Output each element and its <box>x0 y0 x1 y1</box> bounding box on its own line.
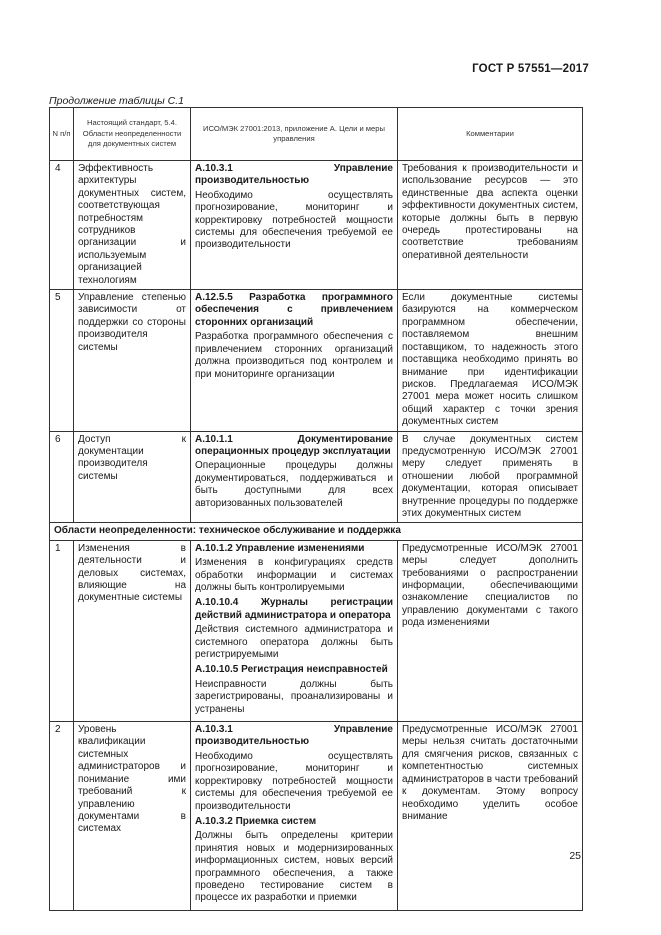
col-header-controls: ИСО/МЭК 27001:2013, приложение А. Цели и меры управления <box>191 108 398 161</box>
table-row <box>50 722 583 911</box>
control-title: А.12.5.5 Разработка программного обеспечения с привлечением сторонних организаций <box>195 292 393 328</box>
document-id: ГОСТ Р 57551—2017 <box>472 63 589 75</box>
row-area: Уровень квалификации системных администраторов и понимание ими требований к управлению документами в системах <box>74 722 191 911</box>
row-area: Изменения в деятельности и деловых системах, влияющие на документные системы <box>74 540 191 721</box>
control-text: Изменения в конфигурациях средств обработки информации и системах должны быть контролируемыми <box>195 557 393 593</box>
row-area: Управление степенью зависимости от поддержки со стороны производителя системы <box>74 290 191 431</box>
control-title: А.10.3.2 Приемка систем <box>195 815 317 827</box>
row-number: 6 <box>50 431 74 523</box>
standards-table <box>49 107 583 911</box>
row-comment: Предусмотренные ИСО/МЭК 27001 меры следует дополнить требованиями о распространении информации, обеспечивающими ознакомление специалистов по управлению документами с такого рода изменениями <box>398 540 583 721</box>
table-row <box>50 290 583 431</box>
row-controls <box>191 722 398 911</box>
row-area: Эффективность архитектуры документных систем, соответствующая потребностям сотрудников организации и используемым организацией технологиям <box>74 161 191 290</box>
row-comment: Требования к производительности и использование ресурсов — это единственные два аспекта оценки эффективности документных систем, которые должны быть в первую очередь протестированы на соответствие требованиям оперативной деятельности <box>398 161 583 290</box>
row-comment: В случае документных систем предусмотренную ИСО/МЭК 27001 меру следует применять в отношении любой программной документации, которая описывает внутренние процедуры по поддержке этих документных систем <box>398 431 583 523</box>
row-controls <box>191 290 398 431</box>
control-text: Должны быть определены критерии принятия новых и модернизированных информационных систем, новых версий программного обеспечения, а также проведено тестирование систем в процессе их разработки и приемки <box>195 830 393 904</box>
row-controls <box>191 431 398 523</box>
row-controls <box>191 161 398 290</box>
row-number: 2 <box>50 722 74 911</box>
control-text: Необходимо осуществлять прогнозирование, мониторинг и корректировку потребностей мощности системы для обеспечения требуемой ее производительности <box>195 750 393 812</box>
table-row <box>50 161 583 290</box>
control-title: А.10.1.2 Управление изменениями <box>195 542 365 554</box>
row-comment: Предусмотренные ИСО/МЭК 27001 меры нельзя считать достаточными для смягчения рисков, связанных с компетентностью системных администраторов в части требований к документам. Этому вопросу необходимо уделить особое внимание <box>398 722 583 911</box>
table-row <box>50 431 583 523</box>
row-number: 4 <box>50 161 74 290</box>
control-title: А.10.3.1 Управление производительностью <box>195 724 393 748</box>
row-number: 1 <box>50 540 74 721</box>
row-number: 5 <box>50 290 74 431</box>
control-title: А.10.10.5 Регистрация неисправностей <box>195 664 388 676</box>
page-number: 25 <box>569 850 581 862</box>
control-text: Необходимо осуществлять прогнозирование, мониторинг и корректировку потребностей мощности системы для обеспечения требуемой ее производительности <box>195 189 393 251</box>
control-text: Неисправности должны быть зарегистрированы, проанализированы и устранены <box>195 678 393 715</box>
table-row <box>50 540 583 721</box>
control-title: А.10.1.1 Документирование операционных процедур эксплуатации <box>195 433 393 457</box>
control-text: Действия системного администратора и системного оператора должны быть регистрируемыми <box>195 624 393 661</box>
table-caption: Продолжение таблицы С.1 <box>49 95 184 107</box>
control-title: А.10.10.4 Журналы регистрации действий администратора и оператора <box>195 597 393 621</box>
control-title: А.10.3.1 Управление производительностью <box>195 163 393 187</box>
row-controls <box>191 540 398 721</box>
row-comment: Если документные системы базируются на коммерческом программном обеспечении, поставляемом внешним поставщиком, то надежность этого поставщика необходимо принять во внимание при идентификации рисков. Предлагаемая ИСО/МЭК 27001 мера может носить слишком общий характер с точки зрения документных систем <box>398 290 583 431</box>
control-text: Разработка программного обеспечения с привлечением сторонних организаций должна производиться под контролем и при мониторинге организации <box>195 331 393 380</box>
col-header-area: Настоящий стандарт, 5.4. Области неопределенности для документных систем <box>74 108 191 161</box>
section-title: Области неопределенности: техническое обслуживание и поддержка <box>50 523 583 540</box>
col-header-comments: Комментарии <box>398 108 583 161</box>
table-header-row <box>50 108 583 161</box>
control-text: Операционные процедуры должны документироваться, поддерживаться и быть доступными для всех авторизованных пользователей <box>195 460 393 509</box>
row-area: Доступ к документации производителя системы <box>74 431 191 523</box>
col-header-number: N п/п <box>50 108 74 161</box>
section-header-row <box>50 523 583 540</box>
